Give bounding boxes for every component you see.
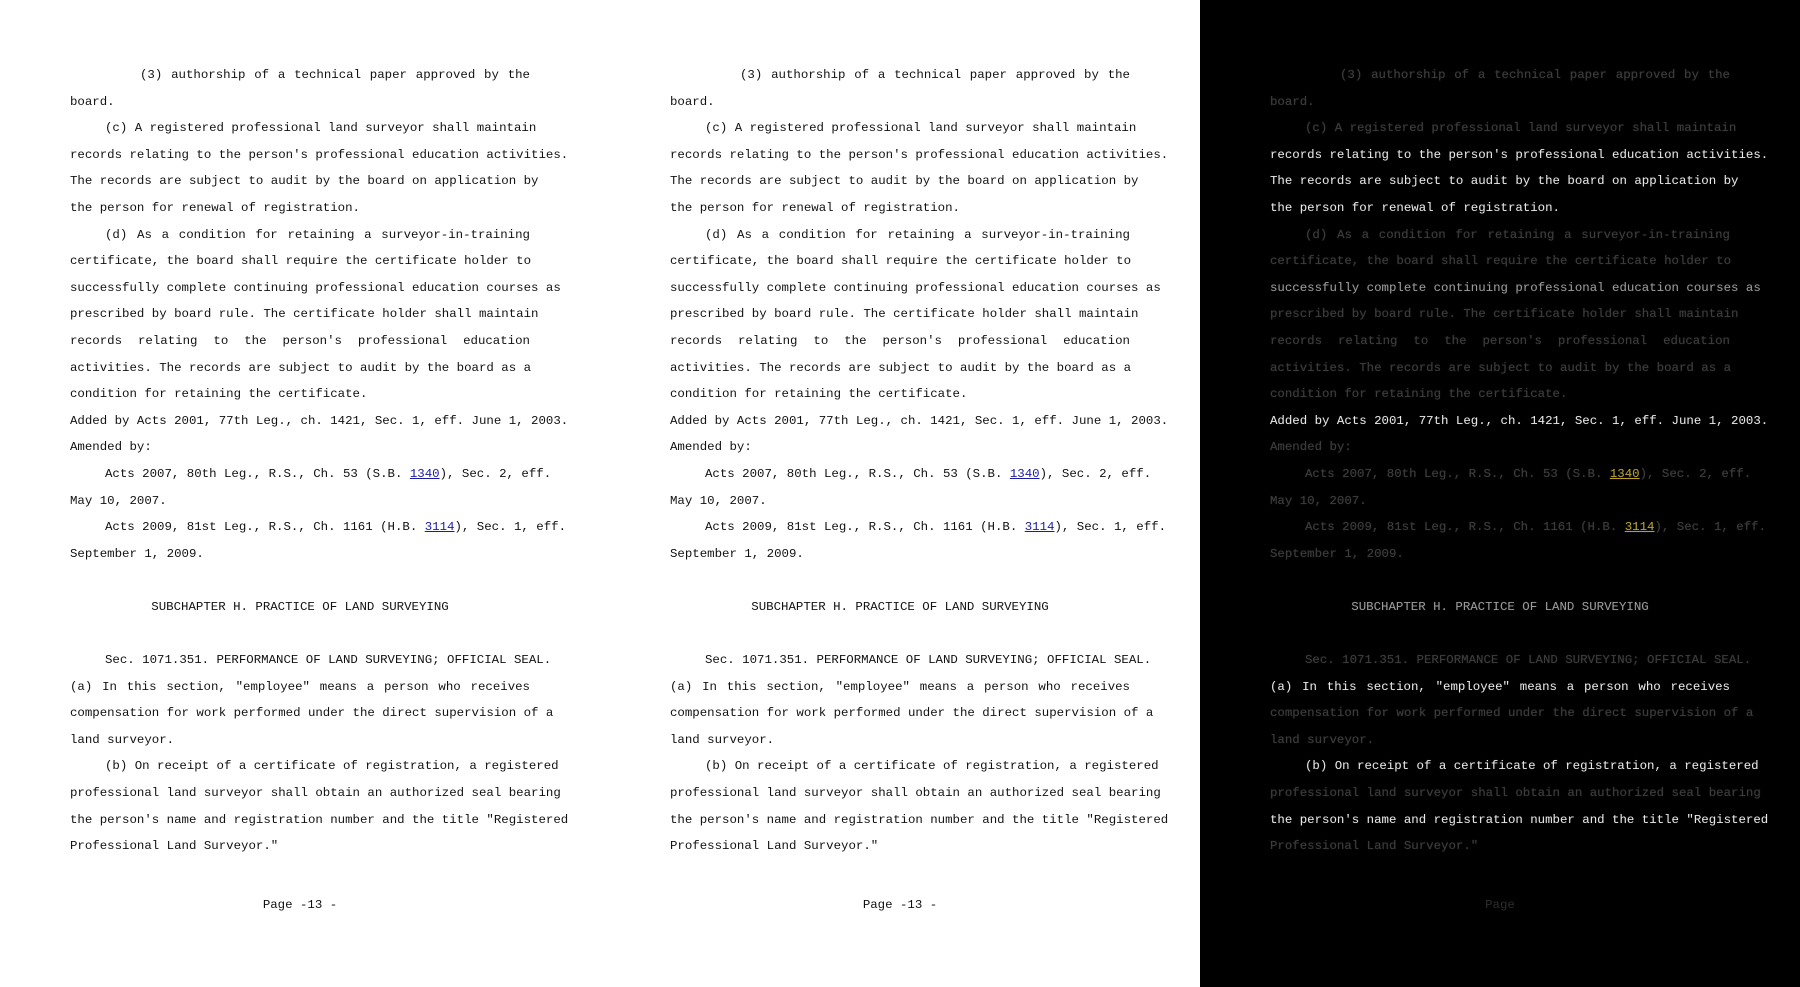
- text-line: land surveyor.: [1270, 732, 1375, 747]
- amendment-line: [670, 514, 1167, 541]
- text-line: compensation for work performed under the direct supervision of a: [70, 706, 554, 721]
- text-line: prescribed by board rule. The certificate holder shall maintain: [70, 307, 539, 322]
- amendment-suffix: ), Sec. 2, eff.: [1039, 466, 1152, 481]
- text-line: successfully complete continuing professional education courses as: [1270, 280, 1761, 295]
- amendment-line: [670, 461, 1152, 488]
- amendment-date: May 10, 2007.: [1270, 493, 1367, 508]
- text-line: compensation for work performed under the direct supervision of a: [1270, 706, 1754, 721]
- text-line: the person for renewal of registration.: [1270, 200, 1560, 215]
- document-page: [1270, 62, 1769, 912]
- amendment-suffix: ), Sec. 1, eff.: [454, 520, 567, 535]
- text-line: (b) On receipt of a certificate of registration, a registered: [705, 759, 1159, 774]
- amendment-suffix: ), Sec. 1, eff.: [1054, 520, 1167, 535]
- spacer: [70, 567, 530, 594]
- bill-link[interactable]: 3114: [1624, 520, 1655, 535]
- spacer: [670, 620, 1130, 647]
- text-line: professional land surveyor shall obtain an authorized seal bearing: [70, 786, 561, 801]
- spacer: [1270, 620, 1730, 647]
- text-line: professional land surveyor shall obtain an authorized seal bearing: [670, 786, 1161, 801]
- text-line: (b) On receipt of a certificate of registration, a registered: [1305, 759, 1759, 774]
- amendment-line: [70, 461, 552, 488]
- text-line: the person's name and registration number and the title "Registered: [1270, 812, 1769, 827]
- text-line: the person for renewal of registration.: [70, 200, 360, 215]
- text-line: successfully complete continuing professional education courses as: [670, 280, 1161, 295]
- bill-link[interactable]: 3114: [1024, 520, 1055, 535]
- text-line: certificate, the board shall require the certificate holder to: [670, 254, 1132, 269]
- text-line: condition for retaining the certificate.: [670, 387, 968, 402]
- text-line: prescribed by board rule. The certificate holder shall maintain: [1270, 307, 1739, 322]
- spacer: [70, 620, 530, 647]
- text-line: board.: [1270, 94, 1315, 109]
- amendment-date: September 1, 2009.: [1270, 546, 1404, 561]
- text-line: Added by Acts 2001, 77th Leg., ch. 1421, Sec. 1, eff. June 1, 2003.: [1270, 413, 1769, 428]
- text-line: records relating to the person's professional education: [670, 333, 1130, 348]
- document-page: [70, 62, 569, 912]
- text-line: the person's name and registration number and the title "Registered: [70, 812, 569, 827]
- text-line: Professional Land Surveyor.": [670, 839, 879, 854]
- text-line: (c) A registered professional land surveyor shall maintain: [1305, 121, 1737, 136]
- amendment-line: [1270, 514, 1767, 541]
- amendment-suffix: ), Sec. 2, eff.: [439, 466, 552, 481]
- spacer: [670, 567, 1130, 594]
- text-line: board.: [670, 94, 715, 109]
- amendment-prefix: Acts 2009, 81st Leg., R.S., Ch. 1161 (H.B.: [105, 520, 425, 535]
- page-panel-reconstruction: [600, 0, 1200, 987]
- text-line: Professional Land Surveyor.": [70, 839, 279, 854]
- bill-link[interactable]: 1340: [1609, 466, 1640, 481]
- amendment-date: May 10, 2007.: [70, 493, 167, 508]
- page-number: Page -13 -: [862, 898, 938, 912]
- text-line: land surveyor.: [70, 732, 175, 747]
- bill-link[interactable]: 1340: [409, 466, 440, 481]
- text-line: (a) In this section, "employee" means a person who receives: [70, 679, 530, 694]
- text-line: prescribed by board rule. The certificate holder shall maintain: [670, 307, 1139, 322]
- text-line: activities. The records are subject to audit by the board as a: [1270, 360, 1732, 375]
- text-line: (3) authorship of a technical paper approved by the: [140, 68, 530, 82]
- subchapter-title: SUBCHAPTER H. PRACTICE OF LAND SURVEYING: [151, 599, 449, 614]
- text-line: Added by Acts 2001, 77th Leg., ch. 1421, Sec. 1, eff. June 1, 2003.: [670, 413, 1169, 428]
- text-line: records relating to the person's professional education activities.: [70, 147, 569, 162]
- text-line: board.: [70, 94, 115, 109]
- text-line: records relating to the person's professional education activities.: [670, 147, 1169, 162]
- page-panel-negative: [1200, 0, 1800, 987]
- text-line: (d) As a condition for retaining a surveyor-in-training: [1305, 227, 1730, 242]
- document-page: [670, 62, 1169, 912]
- text-line: Sec. 1071.351. PERFORMANCE OF LAND SURVEYING; OFFICIAL SEAL.: [705, 653, 1152, 668]
- text-line: Amended by:: [670, 440, 752, 455]
- amendment-prefix: Acts 2007, 80th Leg., R.S., Ch. 53 (S.B.: [705, 466, 1010, 481]
- amendment-date: May 10, 2007.: [670, 493, 767, 508]
- amendment-line: [1270, 461, 1752, 488]
- text-line: (3) authorship of a technical paper approved by the: [740, 68, 1130, 82]
- amendment-prefix: Acts 2009, 81st Leg., R.S., Ch. 1161 (H.B.: [1305, 520, 1625, 535]
- bill-link[interactable]: 3114: [424, 520, 455, 535]
- amendment-prefix: Acts 2009, 81st Leg., R.S., Ch. 1161 (H.B.: [705, 520, 1025, 535]
- text-line: certificate, the board shall require the certificate holder to: [1270, 254, 1732, 269]
- text-line: condition for retaining the certificate.: [1270, 387, 1568, 402]
- text-line: Sec. 1071.351. PERFORMANCE OF LAND SURVEYING; OFFICIAL SEAL.: [105, 653, 552, 668]
- text-line: The records are subject to audit by the board on application by: [670, 174, 1139, 189]
- amendment-line: [70, 514, 567, 541]
- text-line: (a) In this section, "employee" means a person who receives: [670, 679, 1130, 694]
- text-line: The records are subject to audit by the board on application by: [1270, 174, 1739, 189]
- text-line: (d) As a condition for retaining a surveyor-in-training: [105, 227, 530, 242]
- text-line: Professional Land Surveyor.": [1270, 839, 1479, 854]
- text-line: activities. The records are subject to audit by the board as a: [670, 360, 1132, 375]
- text-line: the person's name and registration number and the title "Registered: [670, 812, 1169, 827]
- text-line: land surveyor.: [670, 732, 775, 747]
- text-line: Amended by:: [1270, 440, 1352, 455]
- amendment-prefix: Acts 2007, 80th Leg., R.S., Ch. 53 (S.B.: [105, 466, 410, 481]
- text-line: (3) authorship of a technical paper approved by the: [1340, 68, 1730, 82]
- text-line: condition for retaining the certificate.: [70, 387, 368, 402]
- amendment-suffix: ), Sec. 1, eff.: [1654, 520, 1767, 535]
- text-line: compensation for work performed under the direct supervision of a: [670, 706, 1154, 721]
- subchapter-title: SUBCHAPTER H. PRACTICE OF LAND SURVEYING: [751, 599, 1049, 614]
- page-number: Page -13 -: [262, 898, 338, 912]
- text-line: certificate, the board shall require the certificate holder to: [70, 254, 532, 269]
- text-line: records relating to the person's professional education: [70, 333, 530, 348]
- text-line: records relating to the person's professional education: [1270, 333, 1730, 348]
- text-line: Sec. 1071.351. PERFORMANCE OF LAND SURVEYING; OFFICIAL SEAL.: [1305, 653, 1752, 668]
- text-line: (c) A registered professional land surveyor shall maintain: [705, 121, 1137, 136]
- text-line: (b) On receipt of a certificate of registration, a registered: [105, 759, 559, 774]
- text-line: the person for renewal of registration.: [670, 200, 960, 215]
- text-line: activities. The records are subject to audit by the board as a: [70, 360, 532, 375]
- subchapter-title: SUBCHAPTER H. PRACTICE OF LAND SURVEYING: [1351, 599, 1649, 614]
- text-line: professional land surveyor shall obtain an authorized seal bearing: [1270, 786, 1761, 801]
- text-line: successfully complete continuing professional education courses as: [70, 280, 561, 295]
- text-line: records relating to the person's professional education activities.: [1270, 147, 1769, 162]
- text-line: (d) As a condition for retaining a surveyor-in-training: [705, 227, 1130, 242]
- amendment-date: September 1, 2009.: [70, 546, 204, 561]
- text-line: Added by Acts 2001, 77th Leg., ch. 1421, Sec. 1, eff. June 1, 2003.: [70, 413, 569, 428]
- text-line: Amended by:: [70, 440, 152, 455]
- spacer: [1270, 567, 1730, 594]
- amendment-prefix: Acts 2007, 80th Leg., R.S., Ch. 53 (S.B.: [1305, 466, 1610, 481]
- text-line: (c) A registered professional land surveyor shall maintain: [105, 121, 537, 136]
- page-number: Page: [1485, 898, 1515, 912]
- text-line: The records are subject to audit by the board on application by: [70, 174, 539, 189]
- amendment-suffix: ), Sec. 2, eff.: [1639, 466, 1752, 481]
- amendment-date: September 1, 2009.: [670, 546, 804, 561]
- text-line: (a) In this section, "employee" means a person who receives: [1270, 679, 1730, 694]
- bill-link[interactable]: 1340: [1009, 466, 1040, 481]
- page-panel-original: [0, 0, 600, 987]
